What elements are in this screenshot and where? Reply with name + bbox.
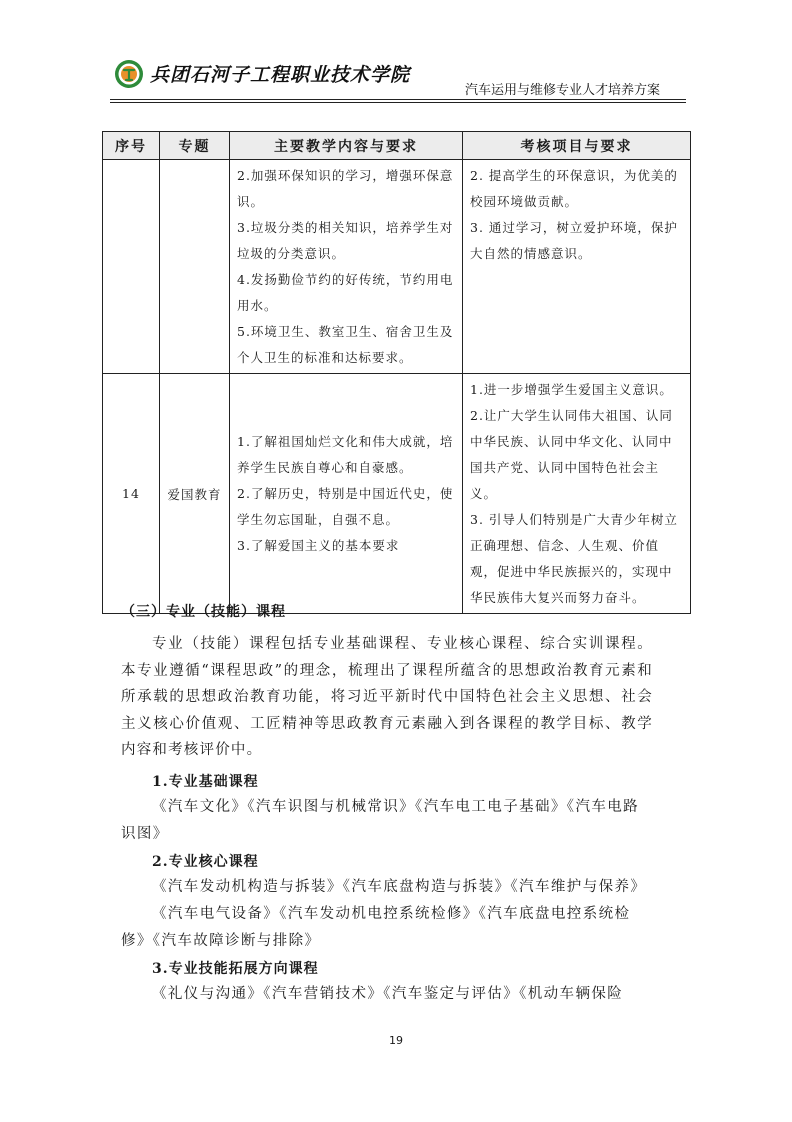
header-divider <box>110 99 686 100</box>
subsection-heading: 2.专业核心课程 <box>152 854 259 870</box>
course-list: 《汽车文化》《汽车识图与机械常识》《汽车电工电子基础》《汽车电路识图》 <box>121 799 640 842</box>
content-cell <box>230 374 463 614</box>
page-number: 19 <box>389 1034 403 1047</box>
document-title: 汽车运用与维修专业人才培养方案 <box>464 83 660 98</box>
assessment-cell <box>463 374 691 614</box>
content-item: 3.了解爱国主义的基本要求 <box>237 538 400 553</box>
topic-cell: 爱国教育 <box>160 374 230 614</box>
content-item: 5.环境卫生、教室卫生、宿舍卫生及个人卫生的标准和达标要求。 <box>237 324 454 365</box>
assessment-cell <box>463 160 691 374</box>
content-item: 2.了解历史，特别是中国近代史，使学生勿忘国耻，自强不息。 <box>237 486 454 527</box>
table-row <box>103 374 691 614</box>
intro-paragraph: 专业（技能）课程包括专业基础课程、专业核心课程、综合实训课程。本专业遵循“课程思政”的理念，梳理出了课程所蕴含的思想政治教育元素和所承载的思想政治教育功能，将习近平新时代中国特色社会主义思想、社会主义核心价值观、工匠精神等思政教育元素融入到各课程的教学目标、教学内容和考核评价中。 <box>121 636 653 758</box>
content-cell <box>230 160 463 374</box>
topic-cell <box>160 160 230 374</box>
table-header-row <box>103 132 691 160</box>
course-list: 《汽车电气设备》《汽车发动机电控系统检修》《汽车底盘电控系统检修》《汽车故障诊断与排除》 <box>121 906 631 949</box>
number-cell: 14 <box>103 374 160 614</box>
assessment-item: 3. 通过学习，树立爱护环境，保护大自然的情感意识。 <box>470 220 678 261</box>
assessment-item: 3. 引导人们特别是广大青少年树立正确理想、信念、人生观、价值观，促进中华民族振兴的，实现中华民族伟大复兴而努力奋斗。 <box>470 512 678 605</box>
course-list: 《礼仪与沟通》《汽车营销技术》《汽车鉴定与评估》《机动车辆保险 <box>152 986 624 1002</box>
content-item: 1.了解祖国灿烂文化和伟大成就，培养学生民族自尊心和自豪感。 <box>237 434 454 475</box>
column-header: 专题 <box>160 132 230 160</box>
content-item: 2.加强环保知识的学习，增强环保意识。 <box>237 168 454 209</box>
assessment-item: 2.让广大学生认同伟大祖国、认同中华民族、认同中华文化、认同中国共产党、认同中国特色社会主义。 <box>470 408 673 501</box>
assessment-item: 1.进一步增强学生爱国主义意识。 <box>470 382 673 397</box>
column-header: 序号 <box>103 132 160 160</box>
course-table <box>102 131 691 614</box>
school-name: 兵团石河子工程职业技术学院 <box>150 64 411 86</box>
section-heading: （三）专业（技能）课程 <box>121 604 286 620</box>
table-row <box>103 160 691 374</box>
school-logo-icon <box>114 59 144 89</box>
header-divider <box>110 102 686 103</box>
subsection-heading: 1.专业基础课程 <box>152 774 259 790</box>
column-header: 考核项目与要求 <box>463 132 691 160</box>
subsection-heading: 3.专业技能拓展方向课程 <box>152 961 319 977</box>
page-header <box>110 52 686 104</box>
assessment-item: 2. 提高学生的环保意识，为优美的校园环境做贡献。 <box>470 168 678 209</box>
content-item: 3.垃圾分类的相关知识，培养学生对垃圾的分类意识。 <box>237 220 454 261</box>
number-cell <box>103 160 160 374</box>
course-list: 《汽车发动机构造与拆装》《汽车底盘构造与拆装》《汽车维护与保养》 <box>152 879 647 895</box>
content-item: 4.发扬勤俭节约的好传统，节约用电用水。 <box>237 272 454 313</box>
column-header: 主要教学内容与要求 <box>230 132 463 160</box>
